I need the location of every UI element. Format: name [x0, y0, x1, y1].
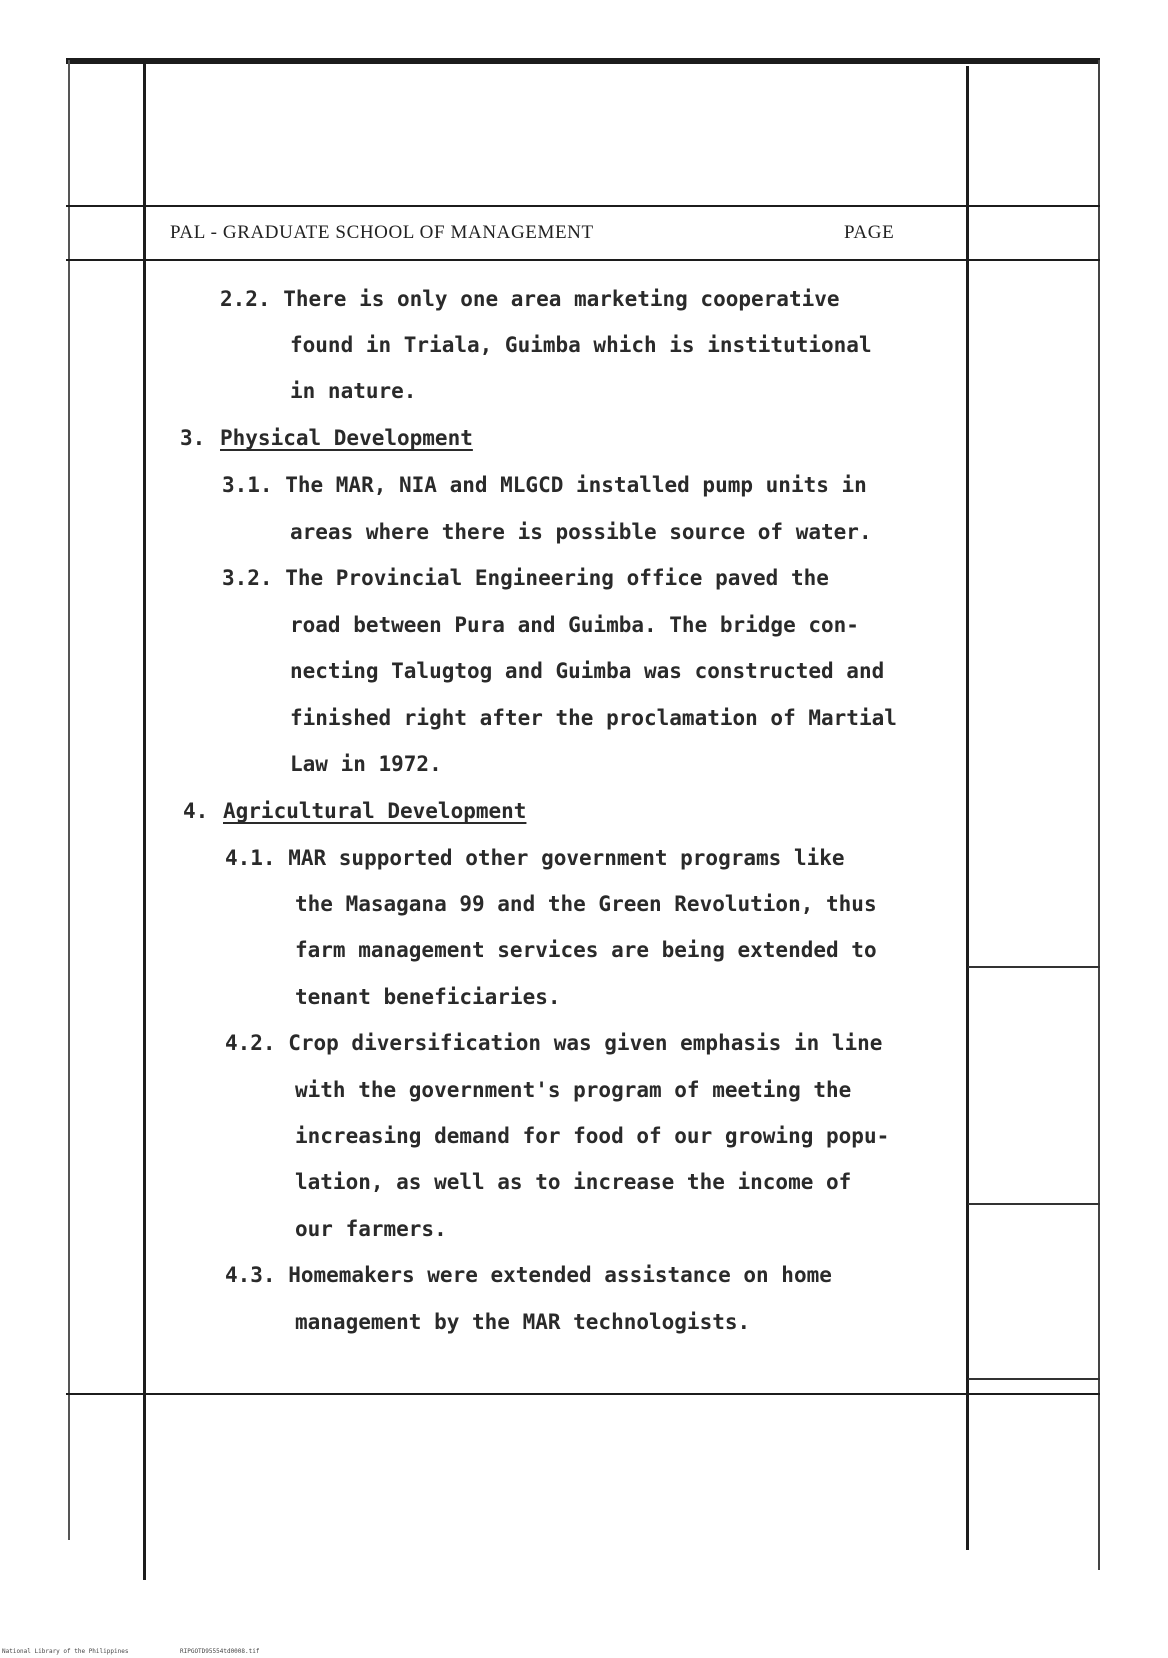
file-name: RIPGOTD95554td0008.tif: [180, 1648, 260, 1655]
text-line: 3.1. The MAR, NIA and MLGCD installed pump units in: [222, 473, 867, 497]
text-line: necting Talugtog and Guimba was constructed and: [290, 659, 885, 683]
margin-rule: [968, 1378, 1100, 1380]
footer-rule: [66, 1393, 1100, 1395]
text-line: areas where there is possible source of water.: [290, 520, 872, 544]
text-line: 4.1. MAR supported other government programs like: [225, 846, 845, 870]
text-line: tenant beneficiaries.: [295, 985, 561, 1009]
left-margin-line: [143, 62, 146, 1580]
left-edge-line: [68, 60, 70, 1540]
top-border: [66, 58, 1100, 64]
text-line: the Masagana 99 and the Green Revolution, thus: [295, 892, 877, 916]
section-heading: Agricultural Development: [223, 799, 527, 823]
header-title: PAL - GRADUATE SCHOOL OF MANAGEMENT: [170, 222, 594, 243]
section-number: 4.: [183, 799, 209, 823]
section-number: 3.: [180, 426, 206, 450]
header-bottom-rule: [66, 259, 1100, 261]
text-line: Law in 1972.: [290, 752, 442, 776]
text-line: 2.2. There is only one area marketing cooperative: [220, 287, 840, 311]
header-page-label: PAGE: [844, 222, 895, 243]
text-line: lation, as well as to increase the income of: [295, 1170, 852, 1194]
section-heading: Physical Development: [220, 426, 473, 450]
right-edge-line: [1098, 60, 1100, 1570]
text-line: 3.2. The Provincial Engineering office paved the: [222, 566, 829, 590]
text-line: management by the MAR technologists.: [295, 1310, 751, 1334]
header-top-rule: [66, 205, 1100, 207]
text-line: our farmers.: [295, 1217, 447, 1241]
text-line: finished right after the proclamation of Martial: [290, 706, 897, 730]
text-line: 4.2. Crop diversification was given emphasis in line: [225, 1031, 883, 1055]
text-line: road between Pura and Guimba. The bridge con-: [290, 613, 859, 637]
library-credit: National Library of the Philippines: [2, 1648, 129, 1655]
right-margin-line: [966, 66, 969, 1550]
text-line: found in Triala, Guimba which is institutional: [290, 333, 872, 357]
margin-rule: [968, 1203, 1100, 1205]
text-line: with the government's program of meeting the: [295, 1078, 852, 1102]
margin-rule: [968, 966, 1100, 968]
text-line: increasing demand for food of our growing popu-: [295, 1124, 890, 1148]
text-line: farm management services are being extended to: [295, 938, 877, 962]
text-line: 4.3. Homemakers were extended assistance on home: [225, 1263, 832, 1287]
text-line: in nature.: [290, 379, 417, 403]
